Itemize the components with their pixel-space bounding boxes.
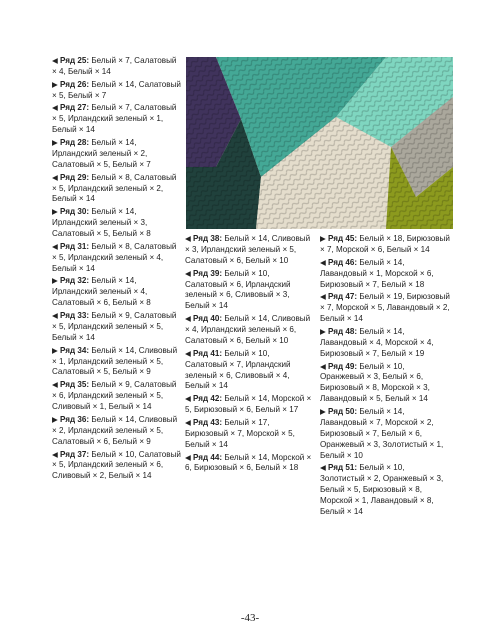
- row-instruction: [185, 314, 313, 347]
- row-instruction: [52, 56, 182, 78]
- row-stitches: Белый × 14, Ирландский зеленый × 4, Салатовый × 6, Белый × 8: [52, 276, 151, 308]
- row-instruction: [52, 242, 182, 275]
- crochet-blanket-image: [186, 57, 453, 229]
- row-instruction: [185, 349, 313, 393]
- row-instruction: [320, 463, 450, 518]
- arrow-left-icon: ◀: [320, 257, 326, 267]
- row-stitches: Белый × 10, Золотистый × 2, Оранжевый × 3, Белый × 5, Бирюзовый × 8, Морской × 1, Лавандовый × 8, Белый × 14: [320, 463, 444, 517]
- row-instruction: [52, 311, 182, 344]
- row-instruction: [52, 173, 182, 206]
- row-stitches: Белый × 10, Оранжевый × 3, Белый × 6, Бирюзовый × 8, Морской × 3, Лавандовый × 5, Белый × 14: [320, 361, 430, 404]
- row-number: Ряд 36:: [60, 414, 90, 424]
- row-number: Ряд 48:: [328, 326, 358, 336]
- row-number: Ряд 50:: [328, 407, 358, 417]
- instructions-column-3: [320, 234, 450, 520]
- arrow-left-icon: ◀: [52, 172, 58, 182]
- arrow-right-icon: ▶: [320, 326, 326, 336]
- row-number: Ряд 46:: [328, 257, 358, 267]
- row-instruction: [320, 407, 450, 462]
- row-stitches: Белый × 7, Салатовый × 5, Ирландский зеленый × 1, Белый × 14: [52, 103, 177, 135]
- row-instruction: [320, 292, 450, 325]
- row-number: Ряд 42:: [193, 394, 223, 404]
- row-stitches: Белый × 14, Ирландский зеленый × 2, Салатовый × 5, Белый × 7: [52, 138, 151, 169]
- row-stitches: Белый × 9, Салатовый × 6, Ирландский зеленый × 5, Сливовый × 1, Белый × 14: [52, 380, 177, 412]
- arrow-left-icon: ◀: [52, 311, 58, 321]
- row-instruction: [320, 258, 450, 291]
- arrow-left-icon: ◀: [52, 449, 58, 459]
- instructions-column-1: [52, 56, 182, 484]
- row-stitches: Белый × 8, Салатовый × 5, Ирландский зеленый × 2, Белый × 14: [52, 172, 177, 204]
- arrow-right-icon: ▶: [52, 345, 58, 355]
- row-number: Ряд 45:: [328, 234, 358, 243]
- row-stitches: Белый × 14, Сливовый × 1, Ирландский зеленый × 5, Салатовый × 5, Белый × 9: [52, 345, 178, 377]
- row-instruction: [185, 418, 313, 451]
- arrow-left-icon: ◀: [185, 268, 191, 278]
- row-instruction: [52, 207, 182, 240]
- row-stitches: Белый × 14, Салатовый × 5, Белый × 7: [52, 79, 181, 100]
- row-number: Ряд 26:: [60, 79, 90, 89]
- arrow-left-icon: ◀: [320, 292, 326, 302]
- row-stitches: Белый × 14, Лавандовый × 7, Морской × 2, Бирюзовый × 7, Белый × 6, Оранжевый × 3, Золотистый × 1, Белый × 10: [320, 407, 444, 460]
- row-instruction: [185, 453, 313, 475]
- row-stitches: Белый × 14, Ирландский зеленый × 3, Салатовый × 5, Белый × 8: [52, 207, 151, 239]
- instructions-column-2: [185, 234, 313, 476]
- row-instruction: [52, 415, 182, 448]
- row-number: Ряд 33:: [60, 311, 90, 321]
- row-number: Ряд 51:: [328, 463, 358, 473]
- arrow-right-icon: ▶: [52, 138, 58, 148]
- arrow-right-icon: ▶: [52, 276, 58, 286]
- arrow-left-icon: ◀: [52, 56, 58, 65]
- row-instruction: [320, 327, 450, 360]
- row-stitches: Белый × 14, Лавандовый × 4, Морской × 4, Бирюзовый × 7, Белый × 19: [320, 326, 434, 358]
- row-stitches: Белый × 9, Салатовый × 5, Ирландский зеленый × 5, Белый × 14: [52, 311, 177, 342]
- row-stitches: Белый × 14, Лавандовый × 1, Морской × 6, Бирюзовый × 7, Белый × 18: [320, 257, 434, 289]
- row-instruction: [52, 380, 182, 413]
- row-instruction: [52, 138, 182, 171]
- arrow-left-icon: ◀: [185, 234, 191, 243]
- row-instruction: [52, 276, 182, 309]
- row-number: Ряд 41:: [193, 348, 223, 358]
- row-number: Ряд 28:: [60, 138, 90, 148]
- arrow-left-icon: ◀: [185, 348, 191, 358]
- row-number: Ряд 37:: [60, 449, 90, 459]
- row-stitches: Белый × 17, Бирюзовый × 7, Морской × 5, Белый × 14: [185, 417, 295, 449]
- arrow-left-icon: ◀: [320, 463, 326, 473]
- row-stitches: Белый × 14, Сливовый × 2, Ирландский зеленый × 5, Салатовый × 6, Белый × 9: [52, 414, 178, 446]
- row-instruction: [185, 269, 313, 313]
- arrow-left-icon: ◀: [185, 452, 191, 462]
- row-stitches: Белый × 14, Морской × 5, Бирюзовый × 6, Белый × 17: [185, 394, 312, 415]
- row-number: Ряд 29:: [60, 172, 90, 182]
- arrow-right-icon: ▶: [52, 79, 58, 89]
- arrow-right-icon: ▶: [52, 207, 58, 217]
- row-stitches: Белый × 14, Сливовый × 4, Ирландский зеленый × 6, Салатовый × 6, Белый × 10: [185, 314, 311, 345]
- row-stitches: Белый × 10, Салатовый × 6, Ирландский зеленый × 6, Сливовый × 3, Белый × 14: [185, 268, 291, 311]
- row-number: Ряд 40:: [193, 314, 223, 324]
- row-instruction: [52, 80, 182, 102]
- row-number: Ряд 31:: [60, 241, 90, 251]
- row-stitches: Белый × 14, Морской × 6, Бирюзовый × 6, Белый × 18: [185, 452, 312, 473]
- row-number: Ряд 38:: [193, 234, 223, 243]
- row-number: Ряд 39:: [193, 268, 223, 278]
- arrow-right-icon: ▶: [320, 234, 326, 243]
- row-number: Ряд 34:: [60, 345, 90, 355]
- arrow-left-icon: ◀: [52, 380, 58, 390]
- row-instruction: [52, 346, 182, 379]
- arrow-left-icon: ◀: [52, 103, 58, 113]
- row-number: Ряд 27:: [60, 103, 90, 113]
- row-stitches: Белый × 10, Салатовый × 5, Ирландский зеленый × 6, Сливовый × 2, Белый × 14: [52, 449, 181, 481]
- page-number: -43-: [240, 612, 260, 624]
- row-instruction: [320, 362, 450, 406]
- arrow-left-icon: ◀: [185, 417, 191, 427]
- row-stitches: Белый × 7, Салатовый × 4, Белый × 14: [52, 56, 177, 76]
- row-number: Ряд 47:: [328, 292, 358, 302]
- row-instruction: [185, 234, 313, 267]
- row-number: Ряд 25:: [60, 56, 90, 65]
- row-stitches: Белый × 18, Бирюзовый × 7, Морской × 6, Белый × 14: [320, 234, 450, 254]
- row-stitches: Белый × 8, Салатовый × 5, Ирландский зеленый × 4, Белый × 14: [52, 241, 177, 273]
- row-number: Ряд 49:: [328, 361, 358, 371]
- row-number: Ряд 32:: [60, 276, 90, 286]
- row-instruction: [52, 103, 182, 136]
- crochet-photo: [186, 57, 453, 229]
- row-number: Ряд 44:: [193, 452, 223, 462]
- arrow-left-icon: ◀: [185, 394, 191, 404]
- arrow-right-icon: ▶: [52, 414, 58, 424]
- row-stitches: Белый × 14, Сливовый × 3, Ирландский зеленый × 5, Салатовый × 6, Белый × 10: [185, 234, 311, 265]
- arrow-right-icon: ▶: [320, 407, 326, 417]
- row-number: Ряд 43:: [193, 417, 223, 427]
- row-instruction: [320, 234, 450, 256]
- row-stitches: Белый × 10, Салатовый × 7, Ирландский зеленый × 6, Сливовый × 4, Белый × 14: [185, 348, 291, 391]
- arrow-left-icon: ◀: [52, 241, 58, 251]
- row-number: Ряд 35:: [60, 380, 90, 390]
- row-instruction: [185, 394, 313, 416]
- arrow-left-icon: ◀: [320, 361, 326, 371]
- row-number: Ряд 30:: [60, 207, 90, 217]
- row-stitches: Белый × 19, Бирюзовый × 7, Морской × 5, Лавандовый × 2, Белый × 14: [320, 292, 450, 324]
- arrow-left-icon: ◀: [185, 314, 191, 324]
- row-instruction: [52, 450, 182, 483]
